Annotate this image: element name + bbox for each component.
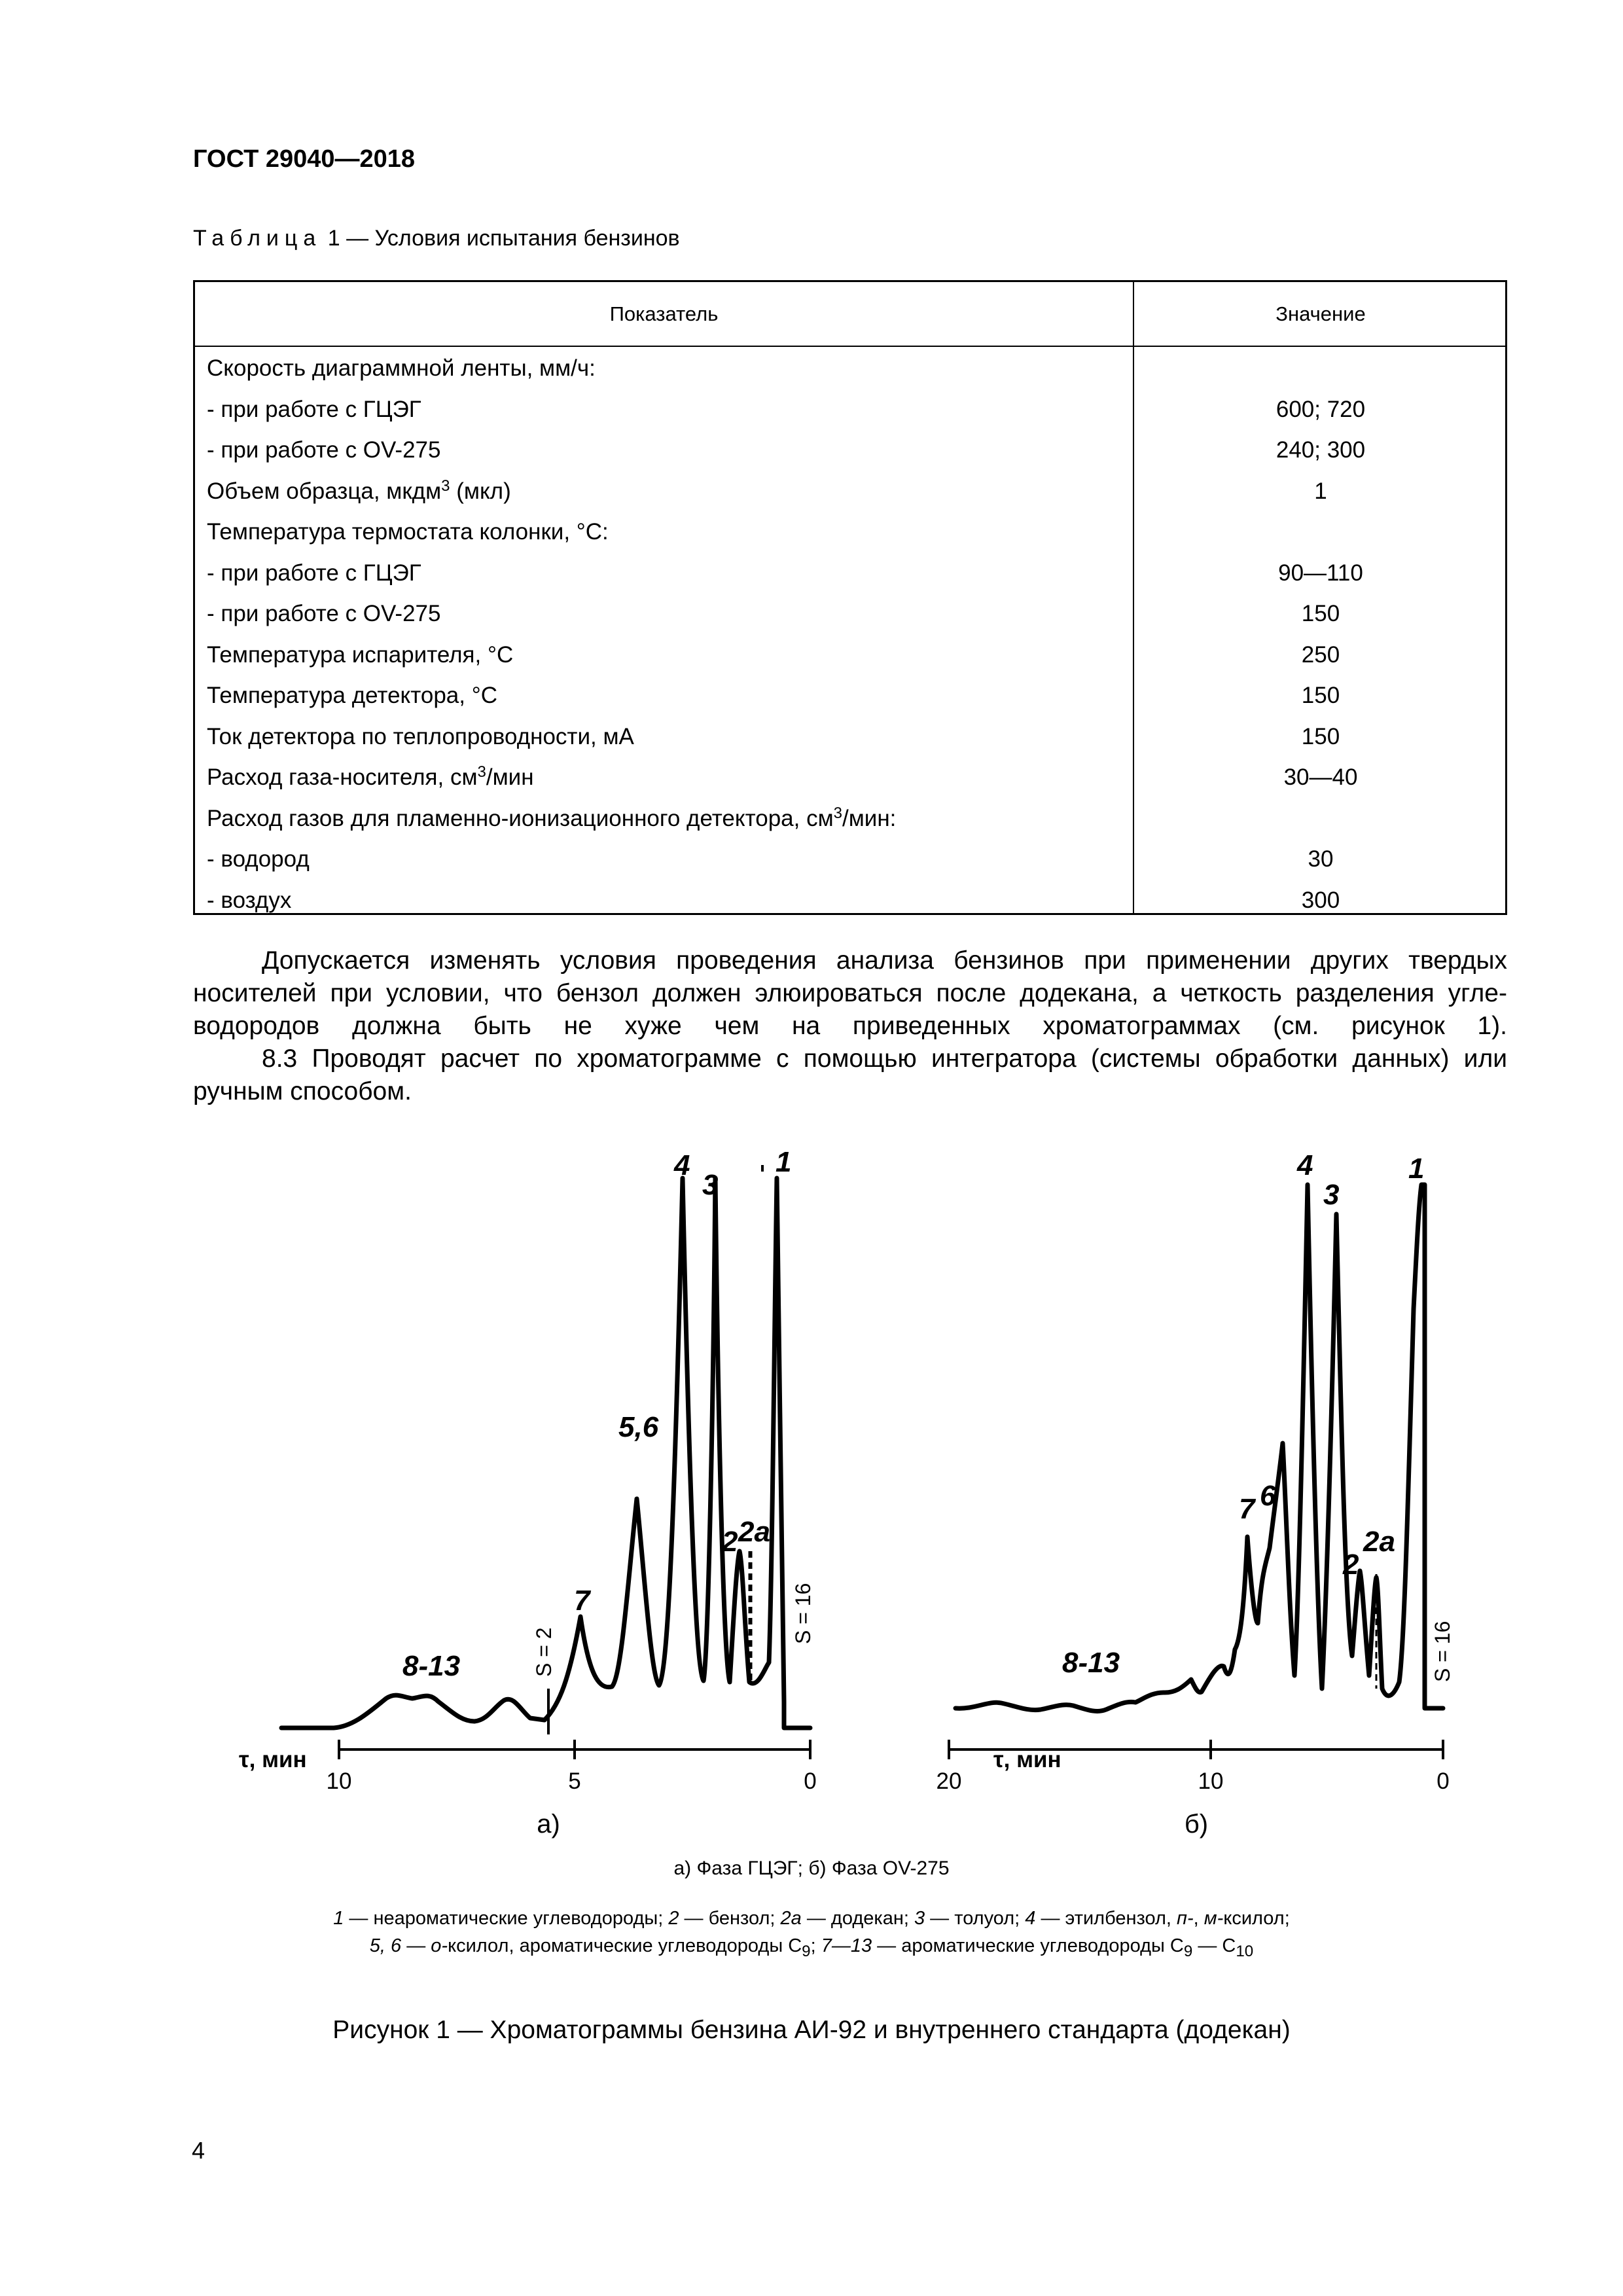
table-caption: [193, 226, 680, 251]
phase-caption: а) Фаза ГЦЭГ; б) Фаза OV-275: [673, 1857, 950, 1879]
column-header-value: Значение: [1275, 302, 1366, 325]
peak-label-a-8-13: 8-13: [402, 1650, 461, 1682]
figure-caption: Рисунок 1 — Хроматограммы бензина АИ-92 и внутреннего стандарта (додекан): [332, 2016, 1291, 2044]
peak-label-b-6: 6: [1260, 1480, 1276, 1512]
row-value: 90—110: [1278, 560, 1363, 586]
conditions-table: [193, 280, 1507, 915]
axis-b-tick-label-0: 0: [1436, 1768, 1450, 1794]
row-value: 30: [1308, 846, 1334, 872]
row-label: Ток детектора по теплопроводности, мА: [207, 723, 634, 749]
axis-a-tick-label-5: 5: [568, 1768, 581, 1794]
peak-label-b-1: 1: [1408, 1153, 1425, 1185]
marker-a-s16: S = 16: [791, 1583, 815, 1644]
marker-a-s2: S = 2: [532, 1627, 556, 1677]
axis-a-label: τ, мин: [239, 1747, 307, 1772]
table-row: [195, 594, 1505, 636]
document-header: ГОСТ 29040—2018: [193, 145, 416, 173]
row-label: Расход газа-носителя, $см^3$/мин: [207, 763, 534, 790]
row-value: 1: [1314, 478, 1327, 504]
peak-label-a-7: 7: [574, 1585, 590, 1617]
table-row: [195, 676, 1505, 717]
row-label: - при работе с OV-275: [207, 437, 441, 463]
row-label: Температура испарителя, °С: [207, 641, 514, 668]
sub-label-b: б): [1184, 1810, 1209, 1839]
row-value: 30—40: [1283, 764, 1358, 790]
sub-label-a: а): [537, 1810, 560, 1839]
table-row: [195, 390, 1505, 431]
peak-label-b-2: 2: [1343, 1549, 1359, 1581]
row-label: Температура детектора, °С: [207, 683, 497, 708]
table-row: [195, 431, 1505, 472]
row-value: 150: [1301, 601, 1340, 626]
table-row: [195, 636, 1505, 677]
row-label: Скорость диаграммной ленты, мм/ч:: [207, 355, 596, 381]
row-value: 240; 300: [1275, 437, 1366, 463]
column-header-parameter: Показатель: [609, 302, 719, 325]
peak-label-a-1: 1: [776, 1146, 792, 1178]
row-label: - при работе с ГЦЭГ: [207, 560, 421, 586]
peak-label-b-4: 4: [1297, 1149, 1313, 1181]
page-number: 4: [192, 2137, 205, 2164]
table-row: [195, 840, 1505, 881]
row-label: - при работе с ГЦЭГ: [207, 396, 421, 422]
peak-label-b-7: 7: [1239, 1493, 1255, 1525]
axis-a-tick-label-0: 0: [804, 1768, 817, 1794]
peak-label-a-4: 4: [674, 1149, 690, 1181]
row-value: 600; 720: [1275, 396, 1366, 422]
axis-b-tick-label-10: 10: [1198, 1768, 1224, 1794]
row-label: Расход газов для пламенно-ионизационного детектора, $см^3$/мин:: [207, 804, 897, 831]
row-label: - воздух: [207, 887, 292, 913]
row-value: 250: [1301, 641, 1340, 668]
peak-label-a-3: 3: [702, 1169, 719, 1201]
table-row: [195, 758, 1505, 799]
figure-legend-line-2: 5, 6 — о-ксилол, ароматические углеводороды $С_9$; 7—13 — ароматические углеводороды $С_9$ — $С_{10}$: [369, 1935, 1254, 1960]
paragraph-conditions: Допускается изменять условия проведения анализа бензинов при применении других твердых носителей при условии, что бензол должен элюироваться после додекана, а четкость разделения углеводородов должна быть не хуже чем на приведенных хроматограммах (см. рисунок 1).: [193, 946, 1507, 1040]
row-label: - при работе с OV-275: [207, 601, 441, 626]
table-row: [195, 472, 1505, 513]
peak-label-b-3: 3: [1323, 1179, 1340, 1211]
chromatogram-b-trace: [955, 1185, 1443, 1711]
table-row: [195, 349, 1505, 390]
axis-a-tick-label-10: 10: [326, 1768, 352, 1794]
table-row: [195, 799, 1505, 840]
table-caption-text: 1 — Условия испытания бензинов: [321, 226, 680, 251]
row-value: 150: [1301, 683, 1340, 708]
chromatograms-figure: [0, 1113, 1623, 1846]
peak-label-a-2: 2: [722, 1526, 738, 1558]
peak-label-a-2a: 2а: [738, 1516, 770, 1548]
axis-b-tick-label-20: 20: [936, 1768, 962, 1794]
row-label: - водород: [207, 846, 310, 872]
table-row: [195, 717, 1505, 759]
row-label: Объем образца, мкдм$^3$ (мкл): [207, 476, 511, 504]
peak-label-b-8-13: 8-13: [1062, 1647, 1120, 1679]
table-caption-prefix: Таблица: [193, 226, 322, 251]
axis-b-label: τ, мин: [993, 1747, 1061, 1772]
row-value: 150: [1301, 723, 1340, 749]
row-value: 300: [1301, 887, 1340, 913]
table-row: [195, 512, 1505, 554]
peak-label-a-5-6: 5,6: [618, 1411, 659, 1443]
peak-label-b-2a: 2а: [1363, 1526, 1395, 1558]
row-label: Температура термостата колонки, °С:: [207, 519, 609, 545]
figure-legend-line-1: 1 — неароматические углеводороды; 2 — бензол; 2а — додекан; 3 — толуол; 4 — этилбензол, п-, м-ксилол;: [333, 1908, 1290, 1929]
table-row: [195, 554, 1505, 595]
table-row: [195, 881, 1505, 922]
marker-b-s16: S = 16: [1431, 1621, 1454, 1682]
paragraph-8-3: 8.3 Проводят расчет по хроматограмме с помощью интегратора (системы обработки данных) или ручным способом.: [193, 1045, 1507, 1105]
